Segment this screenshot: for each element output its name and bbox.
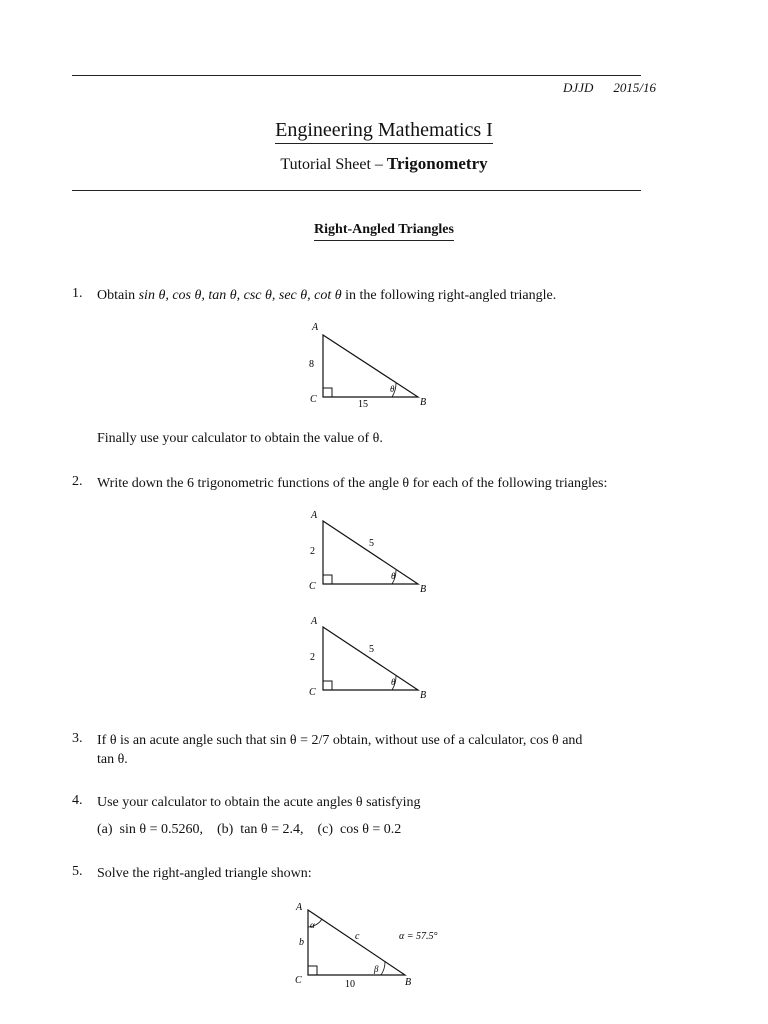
- q2-t2-side-ac: 2: [310, 652, 315, 663]
- top-rule: [72, 75, 641, 76]
- q4-parts: (a) sin θ = 0.5260, (b) tan θ = 2.4, (c) cos θ = 0.2: [97, 822, 402, 837]
- section-title: Right-Angled Triangles: [0, 222, 768, 238]
- q2-triangle-1-right-angle-mark: [323, 575, 332, 584]
- header-meta: [563, 80, 656, 96]
- page-title: Engineering Mathematics I: [0, 119, 768, 142]
- q1-triangle-shape: [323, 335, 418, 397]
- q2-t2-vertex-a: A: [311, 616, 318, 627]
- q2-triangle-2: [300, 611, 440, 711]
- q5-text: Solve the right-angled triangle shown:: [97, 866, 312, 881]
- q3-text: [97, 731, 657, 769]
- q2-t2-angle-label: θ: [391, 677, 396, 687]
- q2-t1-side-ab: 5: [369, 538, 374, 549]
- q2-t1-vertex-b: B: [420, 584, 427, 595]
- q5-number: 5.: [72, 864, 83, 879]
- subtitle-topic: Trigonometry: [386, 154, 488, 173]
- session: 2015/16: [613, 80, 656, 95]
- q5-beta-arc: [381, 961, 385, 975]
- q1-text: Obtain sin θ, cos θ, tan θ, csc θ, sec θ, cot θ in the following right-angled triangle.: [97, 288, 557, 303]
- q5-triangle: [285, 897, 465, 997]
- q5-vertex-b: B: [405, 977, 412, 988]
- q1-functions: sin θ, cos θ, tan θ, csc θ, sec θ, cot θ: [138, 288, 342, 303]
- q2-number: 2.: [72, 474, 83, 489]
- q5-vertex-c: C: [295, 975, 302, 986]
- q5-beta-label: β: [374, 964, 379, 974]
- header-bottom-rule: [72, 190, 641, 191]
- q5-side-cb: 10: [345, 979, 355, 990]
- q2-t2-vertex-b: B: [420, 690, 427, 701]
- q1-side-cb: 15: [358, 399, 368, 410]
- q1-angle-label: θ: [390, 384, 395, 394]
- q1-triangle: [300, 315, 440, 415]
- q2-triangle-2-shape: [323, 627, 418, 690]
- q5-triangle-shape: [308, 910, 405, 975]
- q1-number: 1.: [72, 286, 83, 301]
- q2-text: Write down the 6 trigonometric functions of the angle θ for each of the following triangles:: [97, 476, 608, 491]
- q1-vertex-a: A: [312, 322, 319, 333]
- q2-t2-side-ab: 5: [369, 644, 374, 655]
- q1-vertex-b: B: [420, 397, 427, 408]
- q5-side-b: b: [299, 937, 304, 948]
- q1-side-ac: 8: [309, 359, 314, 370]
- q2-t1-vertex-a: A: [311, 510, 318, 521]
- subtitle-prefix: Tutorial Sheet –: [280, 156, 383, 173]
- q5-vertex-a: A: [296, 902, 303, 913]
- q1-vertex-c: C: [310, 394, 317, 405]
- q4-number: 4.: [72, 793, 83, 808]
- q4-text: Use your calculator to obtain the acute angles θ satisfying: [97, 795, 421, 810]
- q2-t1-side-ac: 2: [310, 546, 315, 557]
- q5-alpha-label: α: [310, 920, 315, 930]
- q2-t2-vertex-c: C: [309, 687, 316, 698]
- q5-side-c: c: [355, 931, 360, 942]
- q3-number: 3.: [72, 731, 83, 746]
- q2-triangle-2-right-angle-mark: [323, 681, 332, 690]
- q3-line-2: tan θ.: [97, 752, 128, 767]
- q3-line-1: If θ is an acute angle such that sin θ = 2/7 obtain, without use of a calculator, cos θ and: [97, 733, 583, 748]
- q5-given-angle: α = 57.5°: [399, 931, 438, 942]
- q5-right-angle-mark: [308, 966, 317, 975]
- q2-t1-angle-label: θ: [391, 571, 396, 581]
- q1-followup: Finally use your calculator to obtain the value of θ.: [97, 431, 383, 446]
- q2-triangle-1-shape: [323, 521, 418, 584]
- q1-right-angle-mark: [323, 388, 332, 397]
- q2-triangle-1: [300, 505, 440, 605]
- course-code: DJJD: [563, 80, 594, 95]
- page-subtitle: [0, 154, 768, 174]
- q2-t1-vertex-c: C: [309, 581, 316, 592]
